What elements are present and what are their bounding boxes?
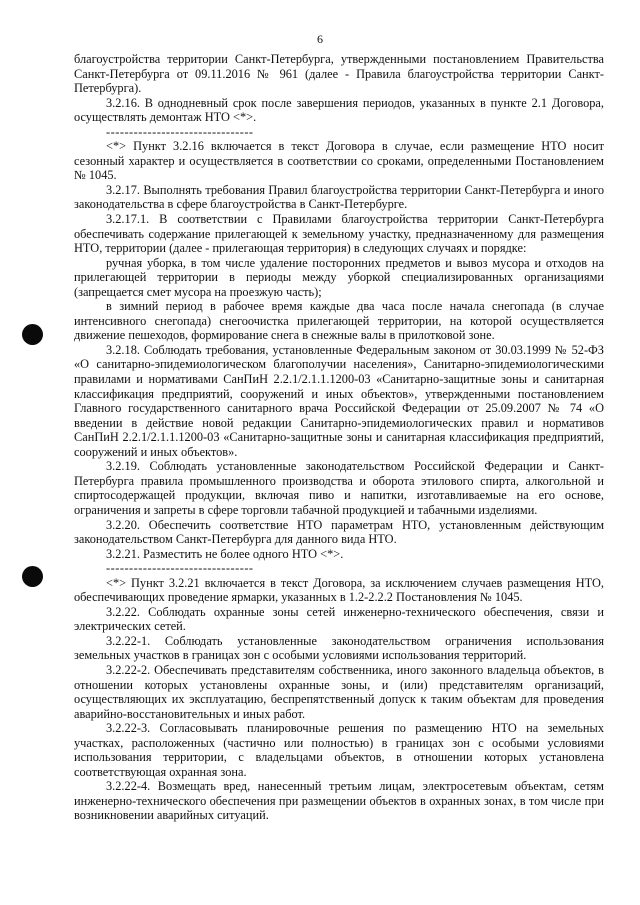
clause-3-2-17-1: 3.2.17.1. В соответствии с Правилами благоустройства территории Санкт-Петербурга обеспечивать содержание прилегающей к земельному участку, предназначенному для размещения НТО, территории (далее - прилегающая территория) в следующих случаях и порядке: (74, 212, 604, 256)
page-number: 6 (317, 32, 323, 46)
list-item-winter-cleaning: в зимний период в рабочее время каждые два часа после начала снегопада (в случае интенсивного снегопада) снегоочистка прилегающей территории, на которой осуществляется движение пешеходов, формирование снега в снежные валы в прилотковой зоне. (74, 299, 604, 343)
punch-hole-top (22, 324, 43, 345)
footnote-3-2-21: <*> Пункт 3.2.21 включается в текст Договора, за исключением случаев размещения НТО, обеспечивающих проведение ярмарки, указанных в 1.2-2.2.2 Постановления № 1045. (74, 575, 604, 605)
clause-3-2-22-4: 3.2.22-4. Возмещать вред, нанесенный третьим лицам, электросетевым объектам, сетям инженерно-технического обеспечения при размещении объектов в охранных зонах, в том числе при возникновении аварийных ситуаций. (74, 779, 604, 823)
clause-3-2-21: 3.2.21. Разместить не более одного НТО <*>. (106, 546, 344, 561)
paragraph-continuation: благоустройства территории Санкт-Петербурга, утвержденными постановлением Правительства Санкт-Петербурга от 09.11.2016 № 961 (далее - Правила благоустройства территории Санкт-Петербурга). (74, 52, 604, 96)
footnote-separator: -------------------------------- (106, 124, 254, 139)
clause-3-2-22-3: 3.2.22-3. Согласовывать планировочные решения по размещению НТО на земельных участках, расположенных (частично или полностью) в границах зон с особыми условиями использования территории, с владельцами объектов, в отношении которых установлена соответствующая охранная зона. (74, 721, 604, 779)
footnote-3-2-16: <*> Пункт 3.2.16 включается в текст Договора в случае, если размещение НТО носит сезонный характер и осуществляется в соответствии со сроками, определенными Постановлением № 1045. (74, 139, 604, 183)
clause-3-2-19: 3.2.19. Соблюдать установленные законодательством Российской Федерации и Санкт-Петербурга правила промышленного производства и оборота этилового спирта, алкогольной и спиртосодержащей продукции, включая пиво и напитки, изготавливаемые на его основе, ограничения и запреты в сфере торговли табачной продукцией и табачными изделиями. (74, 459, 604, 517)
clause-3-2-22-2: 3.2.22-2. Обеспечивать представителям собственника, иного законного владельца объектов, в отношении которых установлены охранные зоны, и (или) представителям организаций, осуществляющих их эксплуатацию, беспрепятственный допуск к таким объектам для проведения аварийно-восстановительных и иных работ. (74, 662, 604, 721)
clause-3-2-22: 3.2.22. Соблюдать охранные зоны сетей инженерно-технического обеспечения, связи и электрических сетей. (74, 604, 604, 634)
clause-3-2-22-1: 3.2.22-1. Соблюдать установленные законодательством ограничения использования земельных участков в границах зон с особыми условиями использования территорий. (74, 633, 604, 663)
document-body (74, 52, 604, 823)
clause-3-2-17: 3.2.17. Выполнять требования Правил благоустройства территории Санкт-Петербурга и иного законодательства в сфере благоустройства в Санкт-Петербурге. (74, 182, 604, 212)
footnote-separator: -------------------------------- (106, 561, 254, 576)
list-item-manual-cleaning: ручная уборка, в том числе удаление посторонних предметов и вывоз мусора и отходов на прилегающей территории в периоды между уборкой специализированных организациями (запрещается смет мусора на проезжую часть); (74, 255, 604, 299)
clause-3-2-18: 3.2.18. Соблюдать требования, установленные Федеральным законом от 30.03.1999 № 52-ФЗ «О санитарно-эпидемиологическом благополучии населения», Санитарно-эпидемиологическими правилами и нормативами СанПиН 2.2.1/2.1.1.1200-03 «Санитарно-защитные зоны и санитарная классификация предприятий, сооружений и иных объектов», утвержденными постановлением Главного государственного санитарного врача Российской Федерации от 25.09.2007 № 74 «О введении в действие новой редакции Санитарно-эпидемиологических правил и нормативов СанПиН 2.2.1/2.1.1.1200-03 «Санитарно-защитные зоны и санитарная классификация предприятий, сооружений и иных объектов». (74, 342, 604, 459)
clause-3-2-16: 3.2.16. В однодневный срок после завершения периодов, указанных в пункте 2.1 Договора, осуществлять демонтаж НТО <*>. (74, 95, 604, 125)
punch-hole-bottom (22, 566, 43, 587)
clause-3-2-20: 3.2.20. Обеспечить соответствие НТО параметрам НТО, установленным действующим законодательством Санкт-Петербурга для данного вида НТО. (74, 517, 604, 547)
